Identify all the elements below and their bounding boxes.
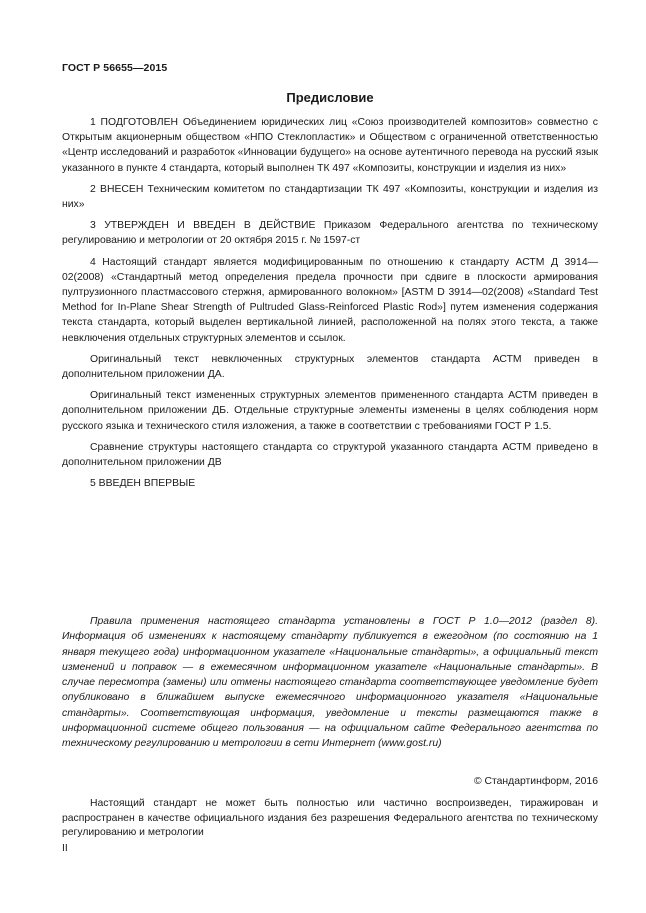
paragraph-5: 5 ВВЕДЕН ВПЕРВЫЕ xyxy=(90,478,196,490)
standard-code: ГОСТ Р 56655—2015 xyxy=(62,62,168,74)
foreword-body xyxy=(62,115,598,497)
paragraph-3: 3 УТВЕРЖДЕН И ВВЕДЕН В ДЕЙСТВИЕ Приказом Федерального агентства по техническому регулированию и метрологии от 20 октября 2015 г. № 1597-ст xyxy=(62,220,598,247)
paragraph-2: 2 ВНЕСЕН Техническим комитетом по стандартизации ТК 497 «Композиты, конструкции и изделия из них» xyxy=(62,183,598,211)
page-number: II xyxy=(62,843,68,854)
paragraph-4: 4 Настоящий стандарт является модифицированным по отношению к стандарту АСТМ Д 3914—02(2008) «Стандартный метод определения предела прочности при сдвиге в плоскости армирования пултрузионного пластмассового стержня, армированного волокном» [ASTM D 3914—02(2008) «Standard Test Method for In-Plane Shear Strength of Pultruded Glass-Reinforced Plastic Rod»] путем изменения содержания текста стандарта, который выделен вертикальной линией, расположенной на полях этого текста, а также невключения отдельных структурных элементов и ссылок. xyxy=(62,256,598,344)
paragraph-4-note-db: Оригинальный текст измененных структурных элементов примененного стандарта АСТМ приведен в дополнительном приложении ДБ. Отдельные структурные элементы изменены в целях соблюдения норм русского языка и технического стиля изложения, а также в соответствии с требованиями ГОСТ Р 1.5. xyxy=(62,390,598,432)
page-title: Предисловие xyxy=(286,90,374,105)
paragraph-1: 1 ПОДГОТОВЛЕН Объединением юридических лиц «Союз производителей композитов» совместно с Открытым акционерным обществом «НПО Стеклопластик» и Обществом с ограниченной ответственностью «Центр исследований и разработок «Инновации будущего» на основе аутентичного перевода на русский язык указанного в пункте 4 стандарта, который выполнен ТК 497 «Композиты, конструкции и изделия из них» xyxy=(62,117,598,174)
application-rules-note: Правила применения настоящего стандарта установлены в ГОСТ Р 1.0—2012 (раздел 8). Информация об изменениях к настоящему стандарту публикуется в ежегодном (по состоянию на 1 января текущего года) информационном указателе «Национальные стандарты», а официальный текст изменений и поправок — в ежемесячном информационном указателе «Национальные стандарты». В случае пересмотра (замены) или отмены настоящего стандарта соответствующее уведомление будет опубликовано в ближайшем выпуске ежемесячного информационного указателя «Национальные стандарты». Соответствующая информация, уведомление и тексты размещаются также в информационной системе общего пользования — на официальном сайте Федерального агентства по техническому регулированию и метрологии в сети Интернет (www.gost.ru) xyxy=(62,616,598,750)
reproduction-notice: Настоящий стандарт не может быть полностью или частично воспроизведен, тиражирован и распространен в качестве официального издания без разрешения Федерального агентства по техническому регулированию и метрологии xyxy=(62,798,598,838)
paragraph-4-note-da: Оригинальный текст невключенных структурных элементов стандарта АСТМ приведен в дополнительном приложении ДА. xyxy=(62,353,598,381)
paragraph-4-note-dv: Сравнение структуры настоящего стандарта со структурой указанного стандарта АСТМ приведено в дополнительном приложении ДВ xyxy=(62,441,598,469)
copyright: © Стандартинформ, 2016 xyxy=(473,776,598,787)
